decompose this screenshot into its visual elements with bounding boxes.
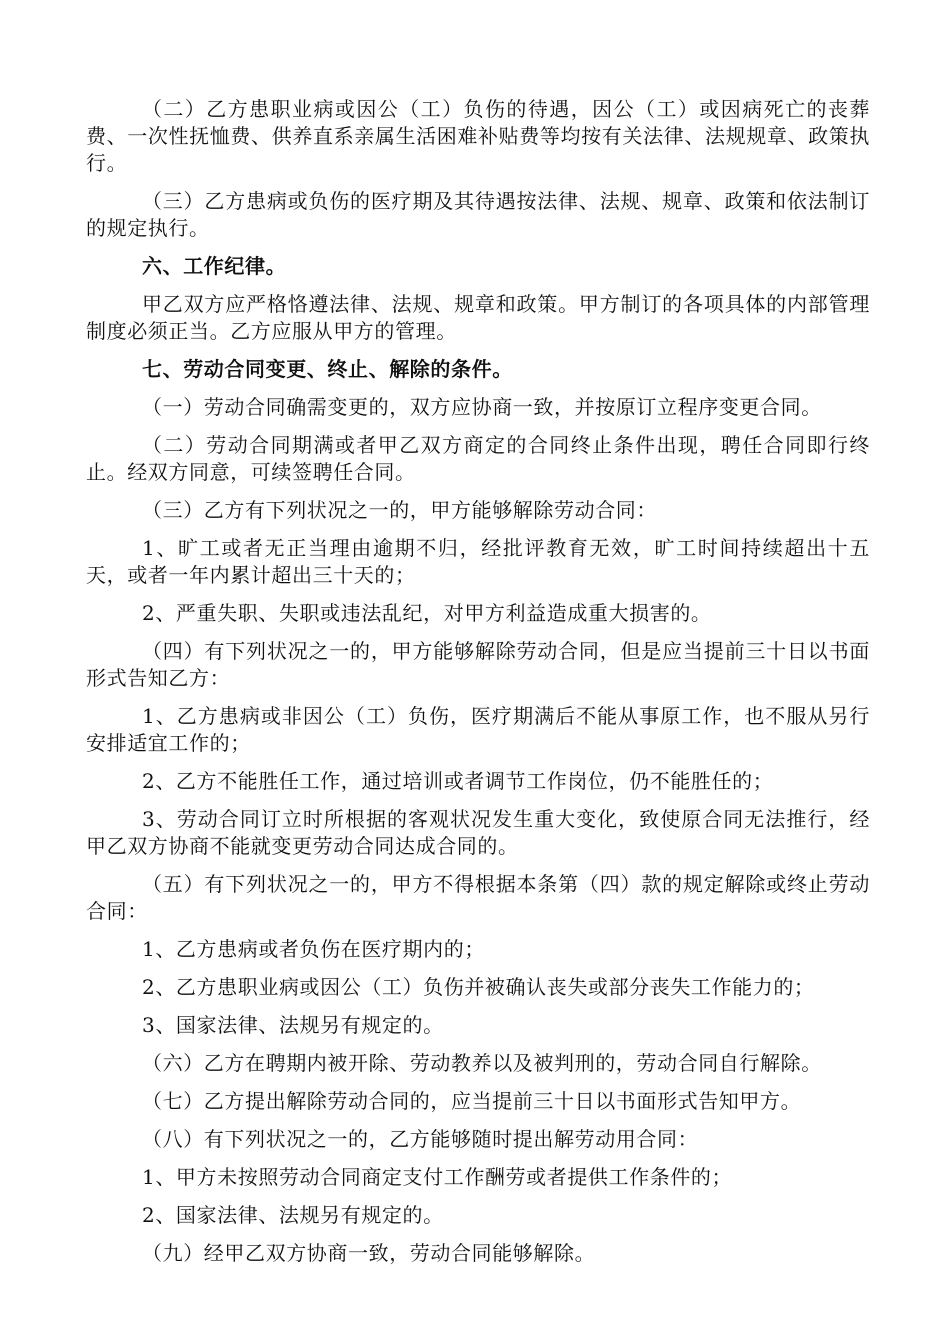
list-item: 1、旷工或者无正当理由逾期不归，经批评教育无效，旷工时间持续超出十五天，或者一年内累计超出三十天的； <box>86 536 870 587</box>
list-item: 1、乙方患病或非因公（工）负伤，医疗期满后不能从事原工作，也不服从另行安排适宜工作的； <box>86 704 870 755</box>
list-item: 1、甲方未按照劳动合同商定支付工作酬劳或者提供工作条件的； <box>142 1165 733 1189</box>
paragraph-clause-9: （九）经甲乙双方协商一致，劳动合同能够解除。 <box>142 1241 596 1265</box>
document-page <box>86 96 870 1278</box>
paragraph-clause-3: （三）乙方有下列状况之一的，甲方能够解除劳动合同： <box>142 498 657 522</box>
paragraph-discipline: 甲乙双方应严格恪遵法律、法规、规章和政策。甲方制订的各项具体的内部管理制度必须正当。乙方应服从甲方的管理。 <box>86 292 870 343</box>
paragraph-3-medical-period: （三）乙方患病或负伤的医疗期及其待遇按法律、法规、规章、政策和依法制订的规定执行。 <box>86 189 870 240</box>
section-heading-work-discipline: 六、工作纪律。 <box>142 254 287 278</box>
paragraph-2-benefits: （二）乙方患职业病或因公（工）负伤的待遇，因公（工）或因病死亡的丧葬费、一次性抚恤费、供养直系亲属生活困难补贴费等均按有关法律、法规规章、政策执行。 <box>86 97 870 175</box>
paragraph-clause-1: （一）劳动合同确需变更的，双方应协商一致，并按原订立程序变更合同。 <box>142 395 822 419</box>
list-item: 1、乙方患病或者负伤在医疗期内的； <box>142 937 485 961</box>
list-item: 2、严重失职、失职或违法乱纪，对甲方利益造成重大损害的。 <box>142 601 712 625</box>
paragraph-clause-5: （五）有下列状况之一的，甲方不得根据本条第（四）款的规定解除或终止劳动合同： <box>86 872 870 923</box>
paragraph-clause-6: （六）乙方在聘期内被开除、劳动教养以及被判刑的，劳动合同自行解除。 <box>142 1051 822 1075</box>
list-item: 3、国家法律、法规另有规定的。 <box>142 1013 444 1037</box>
list-item: 3、劳动合同订立时所根据的客观状况发生重大变化，致使原合同无法推行，经甲乙双方协商不能就变更劳动合同达成合同的。 <box>86 807 870 858</box>
section-heading-contract-conditions: 七、劳动合同变更、终止、解除的条件。 <box>142 357 513 381</box>
paragraph-clause-4: （四）有下列状况之一的，甲方能够解除劳动合同，但是应当提前三十日以书面形式告知乙方： <box>86 639 870 690</box>
list-item: 2、乙方患职业病或因公（工）负伤并被确认丧失或部分丧失工作能力的； <box>142 975 815 999</box>
paragraph-clause-2: （二）劳动合同期满或者甲乙双方商定的合同终止条件出现，聘任合同即行终止。经双方同意，可续签聘任合同。 <box>86 433 870 484</box>
paragraph-clause-7: （七）乙方提出解除劳动合同的，应当提前三十日以书面形式告知甲方。 <box>142 1089 802 1113</box>
list-item: 2、国家法律、法规另有规定的。 <box>142 1203 444 1227</box>
paragraph-clause-8: （八）有下列状况之一的，乙方能够随时提出解劳动用合同： <box>142 1127 699 1151</box>
list-item: 2、乙方不能胜任工作，通过培训或者调节工作岗位，仍不能胜任的； <box>142 769 774 793</box>
